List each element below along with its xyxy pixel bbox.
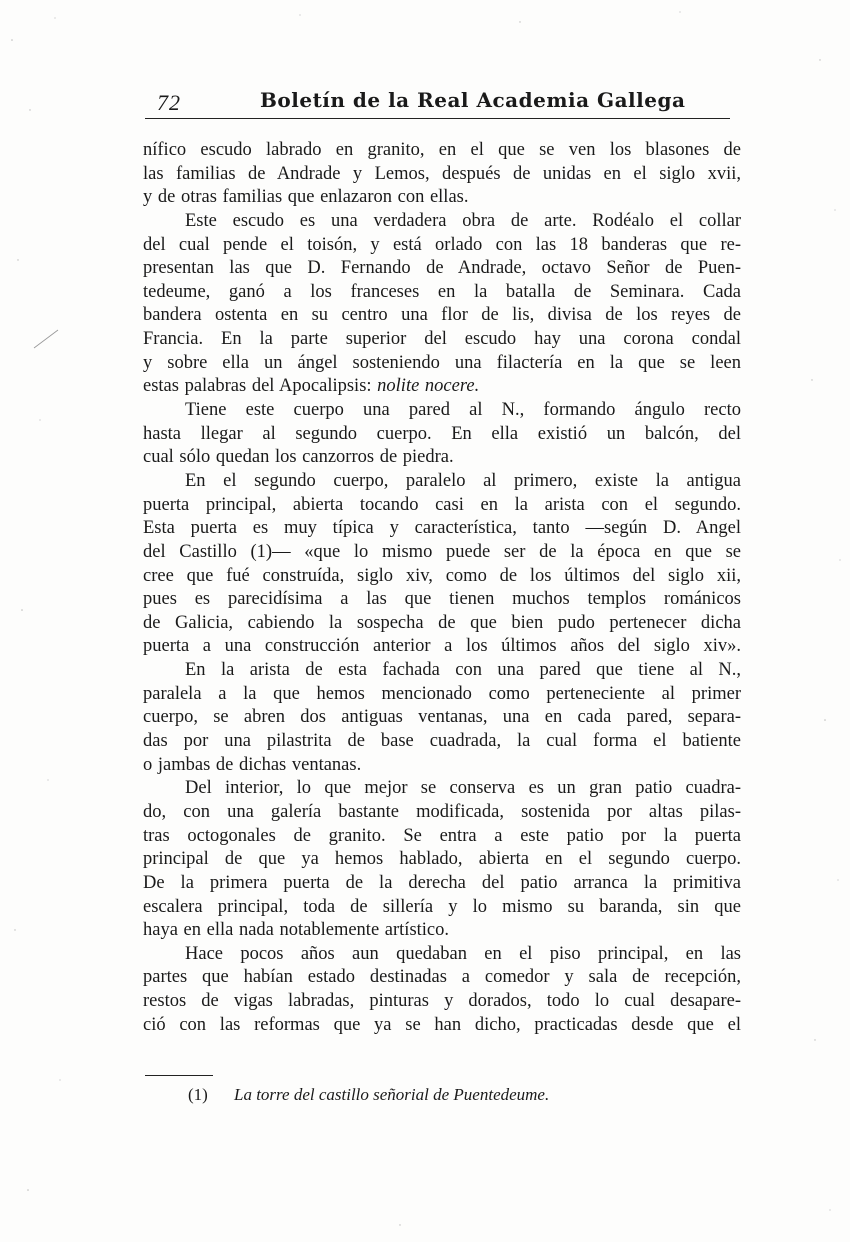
footnote-rule (145, 1075, 213, 1076)
text-line: tras octogonales de granito. Se entra a este patio por la puerta (143, 825, 741, 846)
text-line (143, 375, 741, 399)
text-line: nífico escudo labrado en granito, en el que se ven los blasones de (143, 140, 741, 160)
page-number: 72 (157, 90, 181, 115)
text-line: del cual pende el toisón, y está orlado con las 18 banderas que re- (143, 234, 741, 255)
text-line: Del interior, lo que mejor se conserva es un gran patio cuadra- (185, 778, 741, 799)
text-line: cree que fué construída, siglo xiv, como de los últimos del siglo xii, (143, 565, 741, 586)
text-line: pues es parecidísima a las que tienen muchos templos románicos (143, 589, 741, 610)
text-line: presentan las que D. Fernando de Andrade, octavo Señor de Puen- (143, 258, 741, 279)
text-line: puerta principal, abierta tocando casi en la arista con el segundo. (143, 494, 741, 515)
text-line: hasta llegar al segundo cuerpo. En ella existió un balcón, del (143, 423, 741, 444)
text-line-prefix: estas palabras del Apocalipsis: (143, 376, 378, 397)
text-line: paralela a la que hemos mencionado como perteneciente al primer (143, 683, 741, 704)
text-line: Este escudo es una verdadera obra de arte. Rodéalo el collar (185, 210, 741, 231)
footnote-text: La torre del castillo señorial de Puentedeume. (234, 1085, 550, 1104)
text-line: partes que habían estado destinadas a comedor y sala de recepción, (143, 967, 741, 988)
text-line: puerta a una construcción anterior a los últimos años del siglo xiv». (143, 636, 741, 657)
body-text (143, 139, 741, 1037)
text-line: Esta puerta es muy típica y característica, tanto —según D. Angel (143, 518, 741, 539)
text-line: haya en ella nada notablemente artístico. (143, 920, 450, 941)
text-line: tedeume, ganó a los franceses en la batalla de Seminara. Cada (143, 281, 741, 302)
header-rule (145, 118, 730, 119)
text-line: ció con las reformas que ya se han dicho, practicadas desde que el (143, 1014, 741, 1035)
footnote (188, 1085, 549, 1105)
text-line: Tiene este cuerpo una pared al N., formando ángulo recto (185, 400, 741, 421)
text-line: o jambas de dichas ventanas. (143, 754, 362, 775)
running-title: Boletín de la Real Academia Gallega (260, 88, 686, 112)
page-header (145, 88, 730, 118)
text-line: cuerpo, se abren dos antiguas ventanas, una en cada pared, separa- (143, 707, 741, 728)
text-line: En el segundo cuerpo, paralelo al primero, existe la antigua (185, 470, 741, 491)
text-line: bandera ostenta en su centro una flor de lis, divisa de los reyes de (143, 305, 741, 326)
text-line: das por una pilastrita de base cuadrada, la cual forma el batiente (143, 731, 741, 752)
text-line: y de otras familias que enlazaron con ellas. (143, 187, 469, 208)
text-line: Hace pocos años aun quedaban en el piso principal, en las (185, 943, 741, 964)
text-line: do, con una galería bastante modificada, sostenida por altas pilas- (143, 801, 741, 822)
text-line: las familias de Andrade y Lemos, después de unidas en el siglo xvii, (143, 163, 741, 184)
text-line: del Castillo (1)— «que lo mismo puede ser de la época en que se (143, 541, 741, 562)
text-line: cual sólo quedan los canzorros de piedra. (143, 447, 454, 468)
latin-quote: nolite nocere. (377, 376, 480, 397)
footnote-mark: (1) (188, 1085, 208, 1104)
text-line: De la primera puerta de la derecha del patio arranca la primitiva (143, 872, 741, 893)
text-line: y sobre ella un ángel sosteniendo una filactería en la que se leen (143, 352, 741, 373)
text-line: restos de vigas labradas, pinturas y dorados, todo lo cual desapare- (143, 991, 741, 1012)
text-line: escalera principal, toda de sillería y lo mismo su baranda, sin que (143, 896, 741, 917)
text-line: principal de que ya hemos hablado, abierta en el segundo cuerpo. (143, 849, 741, 870)
text-line: Francia. En la parte superior del escudo hay una corona condal (143, 329, 741, 350)
text-line: En la arista de esta fachada con una pared que tiene al N., (185, 660, 741, 681)
text-line: de Galicia, cabiendo la sospecha de que bien pudo pertenecer dicha (143, 612, 741, 633)
